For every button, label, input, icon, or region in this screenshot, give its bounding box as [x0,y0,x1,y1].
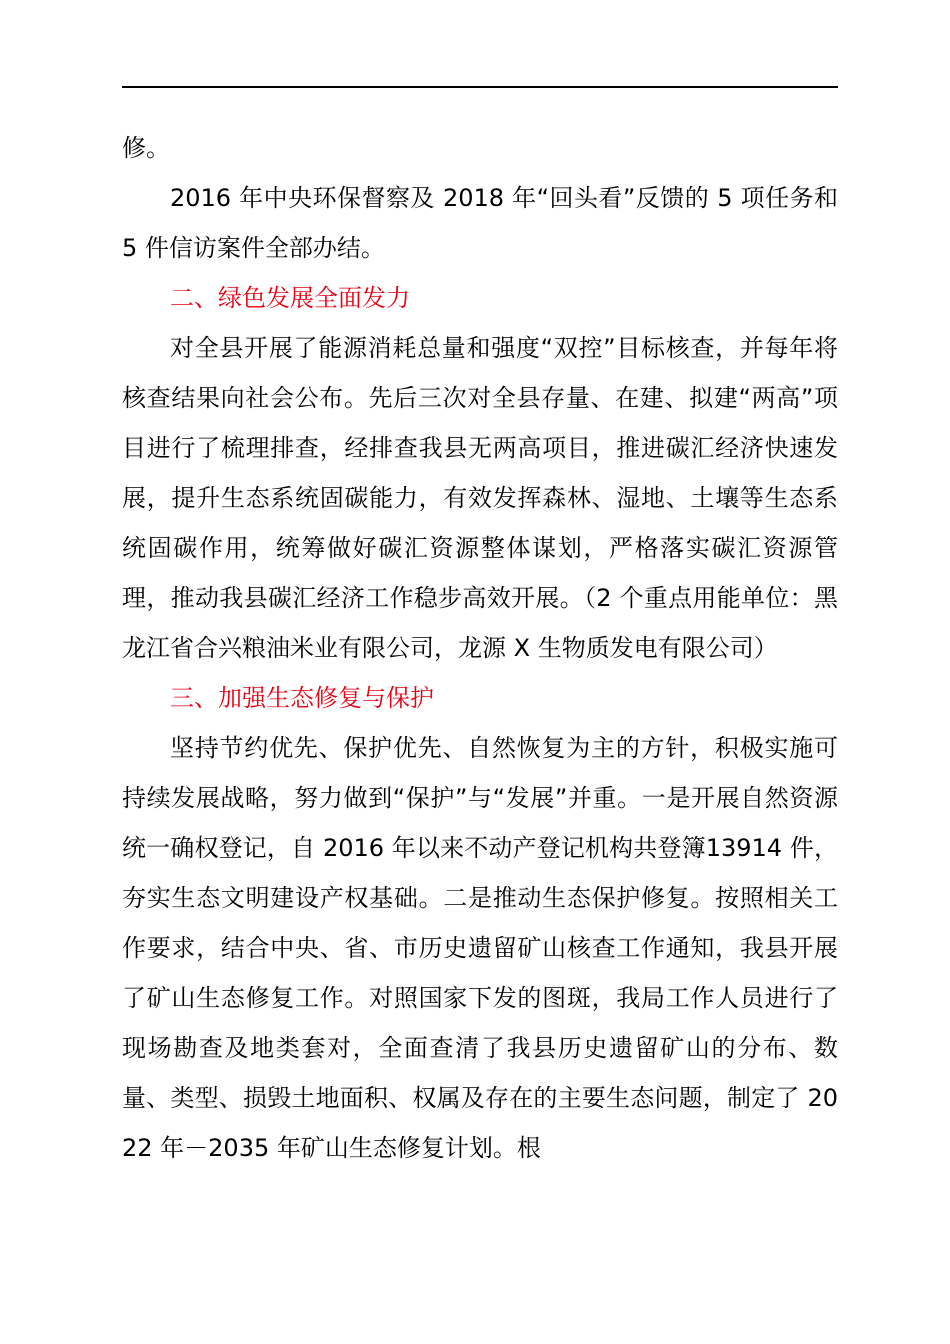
section-heading-green-development: 二、绿色发展全面发力 [170,284,410,312]
paragraph-restoration-protection: 坚持节约优先、保护优先、自然恢复为主的方针，积极实施可持续发展战略，努力做到“保护”与“发展”并重。一是开展自然资源统一确权登记，自 2016 年以来不动产登记机构共登簿13914 件，夯实生态文明建设产权基础。二是推动生态保护修复。按照相关工作要求，结合中央、省、市历史遗留矿山核查工作通知，我县开展了矿山生态修复工作。对照国家下发的图斑，我局工作人员进行了现场勘查及地类套对，全面查清了我县历史遗留矿山的分布、数量、类型、损毁土地面积、权属及存在的主要生态问题，制定了 2022 年－2035 年矿山生态修复计划。根 [122,734,838,1162]
document-body [122,123,838,1173]
section-heading-ecological-restoration: 三、加强生态修复与保护 [170,684,434,712]
paragraph-continuation: 修。 [122,134,170,162]
header-rule [122,86,838,88]
paragraph-inspection-tasks: 2016 年中央环保督察及 2018 年“回头看”反馈的 5 项任务和 5 件信访案件全部办结。 [122,184,838,262]
paragraph-energy-control: 对全县开展了能源消耗总量和强度“双控”目标核查，并每年将核查结果向社会公布。先后三次对全县存量、在建、拟建“两高”项目进行了梳理排查，经排查我县无两高项目，推进碳汇经济快速发展，提升生态系统固碳能力，有效发挥森林、湿地、土壤等生态系统固碳作用，统筹做好碳汇资源整体谋划，严格落实碳汇资源管理，推动我县碳汇经济工作稳步高效开展。（2 个重点用能单位：黑龙江省合兴粮油米业有限公司，龙源 X 生物质发电有限公司） [122,334,838,662]
